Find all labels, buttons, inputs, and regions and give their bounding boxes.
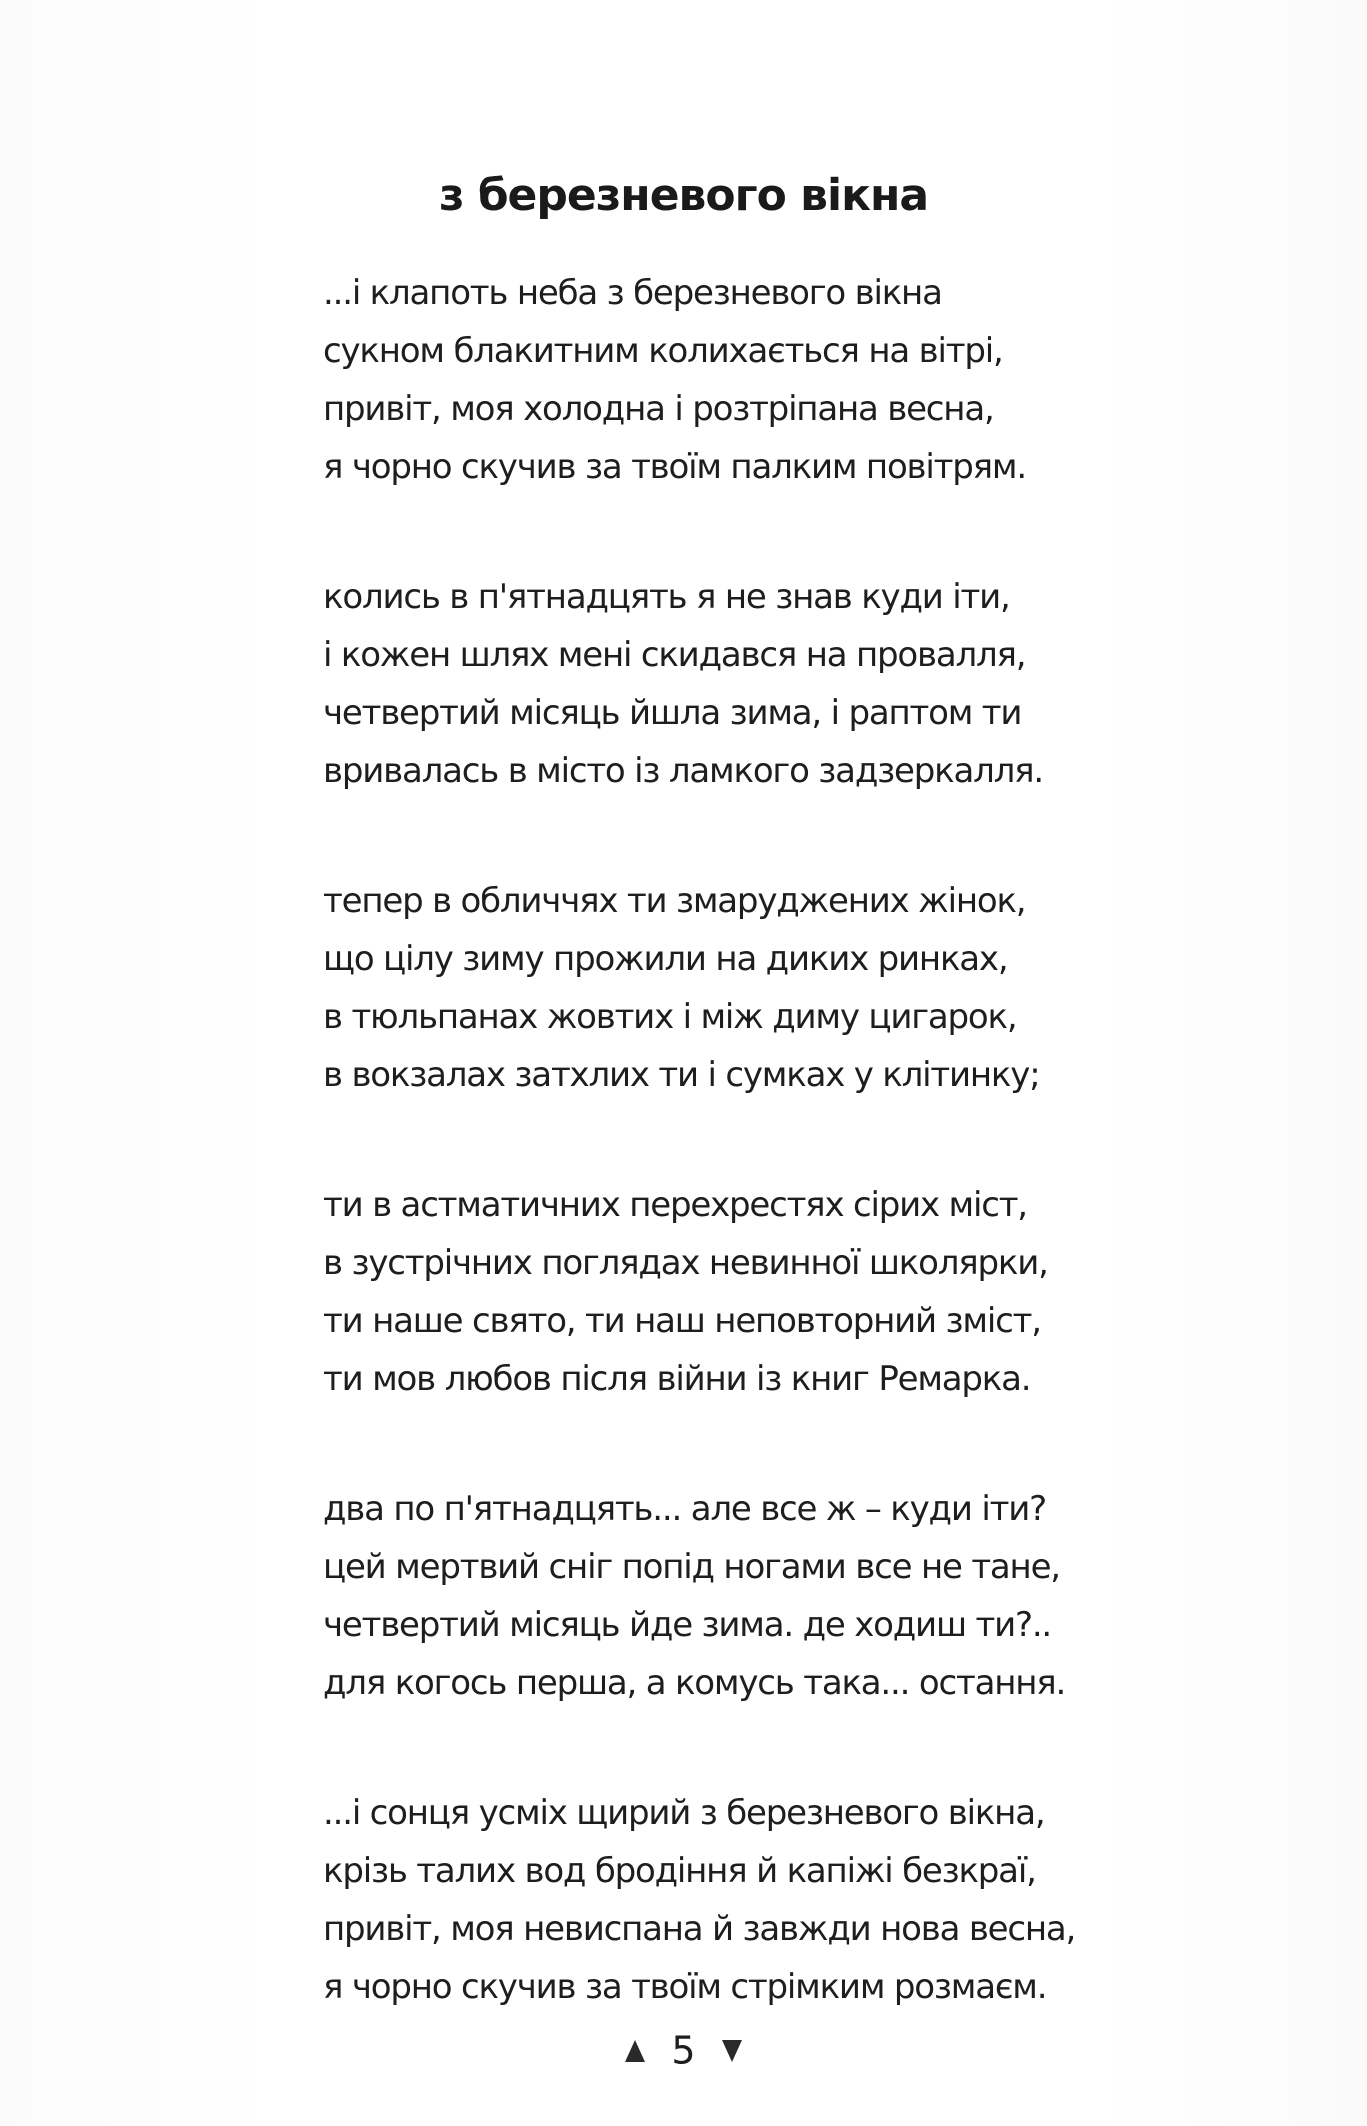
poem-line: привіт, моя холодна і розтріпана весна, [323, 389, 994, 429]
poem-line: і кожен шлях мені скидався на провалля, [323, 635, 1026, 675]
triangle-up-icon [625, 2040, 645, 2062]
poem-line: ...і клапоть неба з березневого вікна [323, 273, 942, 313]
poem-line: в вокзалах затхлих ти і сумках у клітинку; [323, 1055, 1040, 1095]
poem-line: колись в п'ятнадцять я не знав куди іти, [323, 577, 1010, 617]
poem-line: тепер в обличчях ти змаруджених жінок, [323, 881, 1026, 921]
poem-line: сукном блакитним колихається на вітрі, [323, 331, 1003, 371]
poem-line: ти в астматичних перехрестях сірих міст, [323, 1185, 1027, 1225]
poem-line: ти мов любов після війни із книг Ремарка. [323, 1359, 1031, 1399]
poem-line: крізь талих вод бродіння й капіжі безкраї, [323, 1851, 1036, 1891]
poem-body [323, 264, 1203, 2088]
poem-line: ти наше свято, ти наш неповторний зміст, [323, 1301, 1041, 1341]
poem-line: четвертий місяць йде зима. де ходиш ти?.. [323, 1605, 1052, 1645]
page-footer [0, 2020, 1367, 2079]
poem-line: в тюльпанах жовтих і між диму цигарок, [323, 997, 1017, 1037]
poem-line: ...і сонця усміх щирий з березневого вікна, [323, 1793, 1045, 1833]
poem-line: я чорно скучив за твоїм палким повітрям. [323, 447, 1026, 487]
poem-title: з березневого вікна [438, 170, 929, 221]
poem-line: в зустрічних поглядах невинної школярки, [323, 1243, 1048, 1283]
poem-line: четвертий місяць йшла зима, і раптом ти [323, 693, 1022, 733]
stanza-4 [323, 1176, 1203, 1408]
poem-line: що цілу зиму прожили на диких ринках, [323, 939, 1008, 979]
poem-line: цей мертвий сніг попід ногами все не тане, [323, 1547, 1060, 1587]
poem-line: вривалась в місто із ламкого задзеркалля. [323, 751, 1044, 791]
page-number: 5 [671, 2028, 696, 2073]
stanza-3 [323, 872, 1203, 1104]
poem-line: я чорно скучив за твоїм стрімким розмаєм. [323, 1967, 1047, 2007]
stanza-1 [323, 264, 1203, 496]
triangle-down-icon [722, 2040, 742, 2062]
poem-line: для когось перша, а комусь така... остання. [323, 1663, 1066, 1703]
poem-line: привіт, моя невиспана й завжди нова весна, [323, 1909, 1076, 1949]
stanza-2 [323, 568, 1203, 800]
stanza-5 [323, 1480, 1203, 1712]
stanza-6 [323, 1784, 1203, 2016]
poem-line: два по п'ятнадцять... але все ж – куди іти? [323, 1489, 1046, 1529]
